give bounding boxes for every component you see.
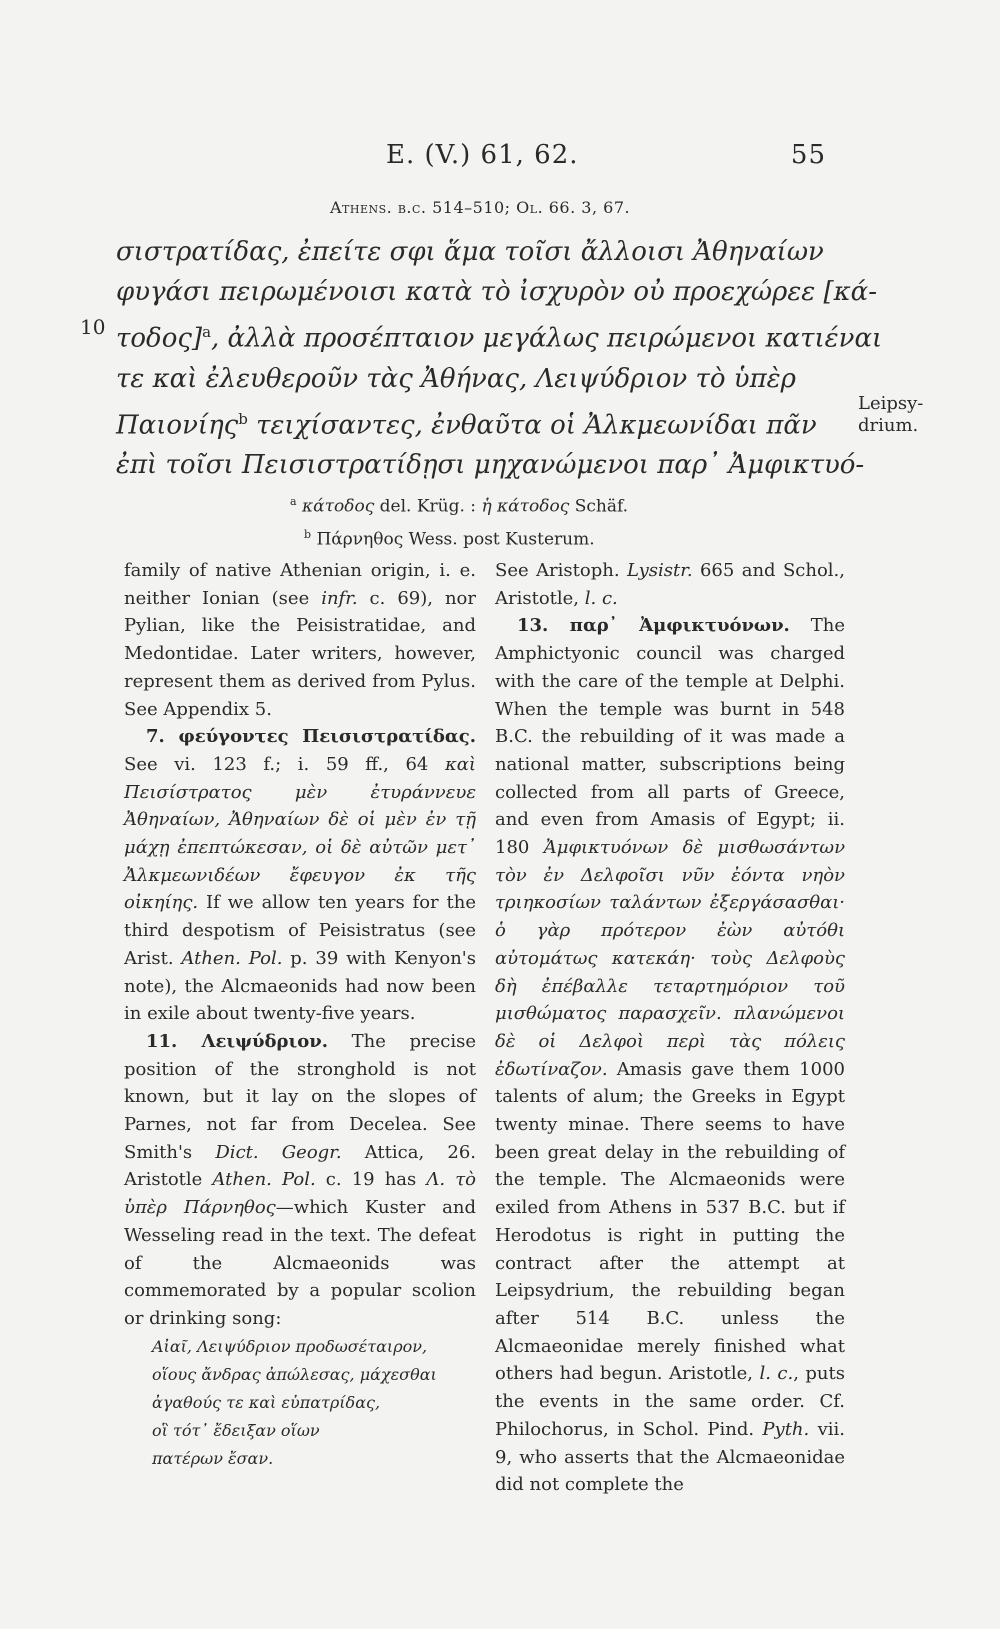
greek-line: σιστρατίδας, ἐπείτε σφι ἅμα τοῖσι ἄλλοισι Ἀθηναίων [116,237,824,267]
commentary-paragraph: 13. παρ᾽ Ἀμφικτυόνων. The Amphictyonic council was charged with the care of the temple at Delphi. When the temple was burnt in 548 B.C. the rebuilding of it was made a national matter, subscriptions being collected from all parts of Greece, and even from Amasis of Egypt; ii. 180 Ἀμφικτυόνων δὲ μισθωσάντων τὸν ἐν Δελφοῖσι νῦν ἐόντα νηὸν τριηκοσίων ταλάντων ἐξεργάσασθαι· ὁ γὰρ πρότερον ἐὼν αὐτόθι αὐτομάτως κατεκάη· τοὺς Δελφοὺς δὴ ἐπέβαλλε τεταρτημόριον τοῦ μισθώματος παρασχεῖν. πλανώμενοι δὲ οἱ Δελφοὶ περὶ τὰς πόλεις ἐδωτίναζον. Amasis gave them 1000 talents of alum; the Greeks in Egypt twenty minae. There seems to have been great delay in the rebuilding of the temple. The Alcmaeonids were exiled from Athens in 537 B.C. but if Herodotus is right in putting the contract after the attempt at Leipsydrium, the rebuilding began after 514 B.C. unless the Alcmaeonidae merely finished what others had begun. Aristotle, l. c., puts the events in the same order. Cf. Philochorus, in Schol. Pind. Pyth. vii. 9, who asserts that the Alcmaeonidae did not complete the [495,615,846,1496]
greek-line: τοδος]$^a$, ἀλλὰ προσέπταιον μεγάλως πειρώμενοι κατιέναι [116,323,883,354]
greek-line: φυγάσι πειρωμένοισι κατὰ τὸ ἰσχυρὸν οὐ προεχώρεε [κά- [116,277,878,307]
apparatus-note-a: $^a$ κάτοδος del. Krüg. : ἡ κάτοδος Schäf. [290,495,629,517]
margin-note: Leipsy-drium. [858,393,924,436]
greek-line: ἐπὶ τοῖσι Πεισιστρατίδῃσι μηχανώμενοι παρ᾽ Ἀμφικτυό- [116,450,865,481]
greek-line: Παιονίης$^b$ τειχίσαντες, ἐνθαῦτα οἱ Ἀλκμεωνίδαι πᾶν [116,409,817,441]
poem-line: οἳ τότ᾽ ἔδειξαν οἵων [152,1420,320,1440]
footnote-marker-a: a [202,323,212,341]
page-number: 55 [790,140,826,170]
footnote-marker-b: b [238,409,248,428]
poem-line: ἀγαθούς τε καὶ εὐπατρίδας, [152,1392,381,1412]
commentary-paragraph: 11. Λειψύδριον. The precise position of the stronghold is not known, but it lay on the slopes of Parnes, not far from Decelea. See Smith's Dict. Geogr. Attica, 26. Aristotle Athen. Pol. c. 19 has Λ. τὸ ὑπὲρ Πάρνηθος—which Kuster and Wesseling read in the text. The defeat of the Alcmaeonids was commemorated by a popular scolion or drinking song: [124,1030,477,1329]
apparatus-criticus [290,488,790,553]
poem-line: Αἰαῖ, Λειψύδριον προδωσέταιρον, [152,1336,428,1356]
running-head [386,140,826,170]
chapter-reference: E. (V.) 61, 62. [386,140,579,170]
apparatus-note-b: $^b$ Πάρνηθος Wess. post Kusterum. [304,527,595,550]
poem-line: οἵους ἄνδρας ἀπώλεσας, μάχεσθαι [152,1364,437,1384]
commentary-paragraph: 7. φεύγοντες Πεισιστρατίδας. See vi. 123 f.; i. 59 ff., 64 καὶ Πεισίστρατος μὲν ἐτυράννευε Ἀθηναίων, Ἀθηναίων δὲ οἱ μὲν ἐν τῇ μάχῃ ἐπεπτώκεσαν, οἱ δὲ αὐτῶν μετ᾽ Ἀλκμεωνιδέων ἔφευγον ἐκ τῆς οἰκηίης. If we allow ten years for the third despotism of Peisistratus (see Arist. Athen. Pol. p. 39 with Kenyon's note), the Alcmaeonids had now been in exile about twenty-five years. [124,726,476,1025]
lemma: 7. φεύγοντες Πεισιστρατίδας. [146,726,476,748]
date-subheading: Athens. b.c. 514–510; Ol. 66. 3, 67. [330,198,631,217]
commentary-left-column [124,557,476,1473]
commentary-right-column [495,557,845,1499]
poem-line: πατέρων ἔσαν. [152,1448,274,1468]
commentary-paragraph: See Aristoph. Lysistr. 665 and Schol., Aristotle, l. c. [495,560,845,609]
line-number: 10 [80,315,106,339]
scolion-poem [152,1333,476,1473]
greek-line: τε καὶ ἐλευθεροῦν τὰς Ἀθήνας, Λειψύδριον τὸ ὑπὲρ [116,363,796,394]
lemma: 11. Λειψύδριον. [146,1030,328,1052]
greek-text-block [116,232,883,485]
lemma: 13. παρ᾽ Ἀμφικτυόνων. [517,615,790,637]
commentary-paragraph: family of native Athenian origin, i. e. neither Ionian (see infr. c. 69), nor Pylian, like the Peisistratidae, and Medontidae. Later writers, however, represent them as derived from Pylus. See Appendix 5. [124,560,476,720]
